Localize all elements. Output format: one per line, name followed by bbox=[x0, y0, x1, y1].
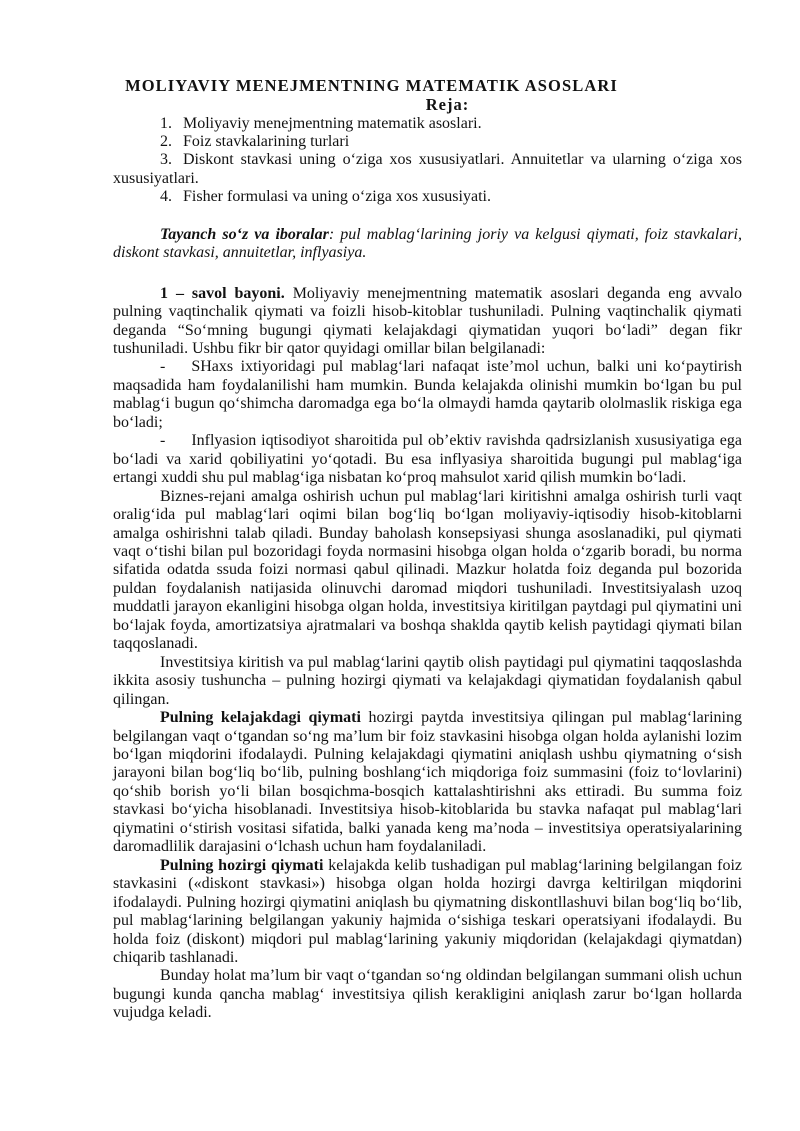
keywords-paragraph bbox=[113, 226, 742, 263]
body-paragraph bbox=[113, 709, 742, 857]
plan-item-number: 2. bbox=[160, 132, 172, 150]
paragraph-lead: Pulning hozirgi qiymati bbox=[160, 856, 324, 874]
plan-item bbox=[113, 133, 742, 151]
plan-item bbox=[113, 115, 742, 133]
paragraph-text: Biznes-rejani amalga oshirish uchun pul mablag‘lari kiritishni amalga oshirish turli vaqt oralig‘ida pul mablag‘lari oqimi bilan bog‘liq bo‘lgan moliyaviy-iqtisodiy hisob-kitoblarni amalga oshirishni talab qiladi. Bunday baholash konsepsiyasi shunga asoslanadiki, pul qiymati vaqt o‘tishi bilan pul bozoridagi foyda normasini hisobga olgan holda o‘zgarib boradi, bu norma sifatida odatda ssuda foizi normasi qabul qilinadi. Mazkur holatda foiz deganda pul bozorida puldan foydalanish natijasida olinuvchi daromad miqdori tushuniladi. Investitsiyalash uzoq muddatli jarayon ekanligini hisobga olgan holda, investitsiya kiritilgan paytdagi pul qiymatini uni bo‘lajak foyda, amortizatsiya ajratmalari va boshqa shaklda qaytib kelish paytidagi qiymati bilan taqqoslanadi. bbox=[113, 487, 742, 653]
paragraph-text: Inflyasion iqtisodiyot sharoitida pul ob’ektiv ravishda qadrsizlanish xususiyatiga ega bo‘ladi va xarid qobiliyatini yo‘qotadi. Bu esa inflyasiya sharoitida bugungi pul mablag‘iga ertangi xuddi shu pul mablag‘iga nisbatan ko‘proq mahsulot xarid qilish mumkin bo‘ladi. bbox=[113, 432, 742, 487]
document-content bbox=[113, 76, 742, 1023]
body-paragraph-dash bbox=[113, 358, 742, 432]
dash-bullet: - bbox=[160, 358, 166, 376]
plan-item-text: Foiz stavkalarining turlari bbox=[183, 132, 350, 150]
body-paragraph bbox=[113, 488, 742, 654]
plan-heading: Reja: bbox=[425, 95, 470, 114]
paragraph-lead: 1 – savol bayoni. bbox=[160, 284, 285, 302]
paragraph-text: hozirgi paytda investitsiya qilingan pul mablag‘larining belgilangan vaqt o‘tgandan so‘ng ma’lum bir foiz stavkasini hisobga olgan holda aylanishi lozim bo‘lgan miqdorini ifodalaydi. Pulning kelajakdagi qiymatini aniqlash ushbu qiymatning o‘sish jarayoni bilan bog‘liq bo‘lib, pulning boshlang‘ich miqdoriga foiz summasini (foiz to‘lovlarini) qo‘shib borish yo‘li bilan bosqichma-bosqich kattalashtirishni aks ettiradi. Bu summa foiz stavkasi bo‘yicha hisoblanadi. Investitsiya hisob-kitoblarida bu stavka nafaqat pul mablag‘lari qiymatini o‘stirish vositasi sifatida, balki yanada keng ma’noda – investitsiya operatsiyalarining daromadlilik darajasini o‘lchash uchun ham foydalaniladi. bbox=[113, 709, 742, 856]
paragraph-text: Moliyaviy menejmentning matematik asoslari deganda eng avvalo pulning vaqtinchalik qiymati va foizli hisob-kitoblar tushuniladi. Pulning vaqtinchalik qiymati deganda “So‘mning bugungi qiymati kelajakdagi qiymatidan yuqori bo‘ladi” degan fikr tushuniladi. Ushbu fikr bir qator quyidagi omillar bilan belgilanadi: bbox=[113, 284, 743, 358]
plan-item-text: Moliyaviy menejmentning matematik asoslari. bbox=[183, 114, 482, 132]
plan-item-text: Fisher formulasi va uning o‘ziga xos xususiyati. bbox=[183, 188, 491, 206]
keywords-text: : pul mablag‘larining joriy va kelgusi qiymati, foiz stavkalari, diskont stavkasi, annuitetlar, inflyasiya. bbox=[113, 225, 743, 262]
plan-item bbox=[113, 188, 742, 206]
paragraph-lead: Pulning kelajakdagi qiymati bbox=[160, 709, 361, 727]
plan-item bbox=[113, 151, 742, 188]
paragraph-text: Investitsiya kiritish va pul mablag‘larini qaytib olish paytidagi pul qiymatini taqqoslashda ikkita asosiy tushuncha – pulning hozirgi qiymati va kelajakdagi qiymatidan foydalanish qabul qilingan. bbox=[113, 653, 742, 708]
plan-item-number: 4. bbox=[160, 188, 172, 206]
plan-item-text: Diskont stavkasi uning o‘ziga xos xususiyatlari. Annuitetlar va ularning o‘ziga xos xususiyatlari. bbox=[113, 151, 742, 187]
body-paragraph-dash bbox=[113, 432, 742, 487]
plan-item-number: 1. bbox=[160, 114, 172, 132]
body-paragraph bbox=[113, 654, 742, 709]
paragraph-text: Bunday holat ma’lum bir vaqt o‘tgandan so‘ng oldindan belgilangan summani olish uchun bugungi kunda qancha mablag‘ investitsiya qilish kerakligini aniqlash zarur bo‘lgan hollarda vujudga keladi. bbox=[113, 967, 742, 1022]
paragraph-text: kelajakda kelib tushadigan pul mablag‘larining belgilangan foiz stavkasini («diskont stavkasi») hisobga olgan holda hozirgi davrga keltirilgan miqdorini ifodalaydi. Pulning hozirgi qiymatini aniqlash bu qiymatning diskontllashuvi bilan bog‘liq bo‘lib, pul mablag‘larining belgilangan yakuniy hajmida o‘sishiga teskari operatsiyani ifodalaydi. Bu holda foiz (diskont) miqdori pul mablag‘larining yakuniy miqdoridan (kelajakdagi qiymatdan) chiqarib tashlanadi. bbox=[113, 856, 742, 966]
dash-bullet: - bbox=[160, 432, 166, 450]
keywords-lead: Tayanch so‘z va iboralar bbox=[160, 225, 329, 243]
body-paragraph bbox=[113, 967, 742, 1022]
page-title: MOLIYAVIY MENEJMENTNING MATEMATIK ASOSLARI bbox=[125, 76, 618, 95]
plan-item-number: 3. bbox=[160, 151, 172, 169]
body-paragraph bbox=[113, 285, 742, 359]
paragraph-text: SHaxs ixtiyoridagi pul mablag‘lari nafaqat iste’mol uchun, balki uni ko‘paytirish maqsadida ham foydalanilishi ham mumkin. Bunda kelajakda olinishi mumkin bo‘lgan bu pul mablag‘i bugun qo‘shimcha daromadga ega bo‘la olmaydi hamda qaytarib ololmaslik riskiga ega bo‘ladi; bbox=[113, 358, 742, 431]
body-paragraph bbox=[113, 857, 742, 968]
